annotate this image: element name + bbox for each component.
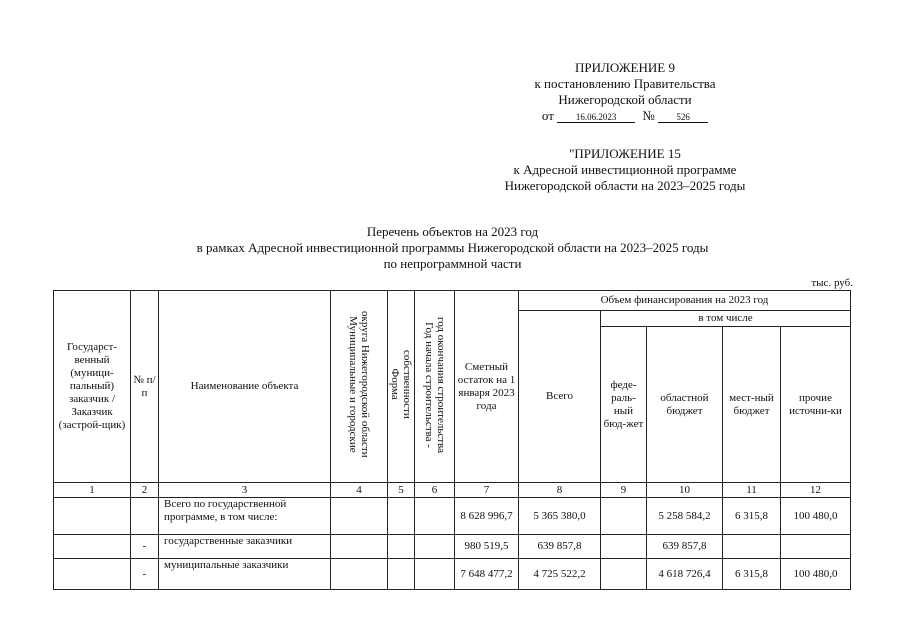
cell-local: 6 315,8 [723,498,781,535]
cell-num: - [131,535,159,559]
objects-table [53,290,851,590]
header-local: мест-ный бюджет [723,327,781,483]
table-row [54,535,851,559]
header-including: в том числе [601,311,851,327]
cell-district [331,535,388,559]
cell-local [723,535,781,559]
units-label: тыс. руб. [811,277,853,289]
appendix-line-2: Нижегородской области [558,92,692,107]
number-value: 526 [658,112,708,123]
cell-other: 100 480,0 [781,559,851,590]
cell-name: муниципальные заказчики [159,559,331,590]
cell-ownership [388,559,415,590]
appendix-quote-line-2: Нижегородской области на 2023–2025 годы [504,178,746,193]
cell-ownership [388,535,415,559]
col-number: 9 [601,483,647,498]
header-years-line-2: год окончания строительства [434,316,447,453]
header-district-line-2: округа Нижегородской области [359,311,371,458]
cell-name: Всего по государственной программе, в том числе: [159,498,331,535]
cell-federal [601,535,647,559]
header-years-line-1: Год начала строительства - [422,321,435,448]
col-number: 7 [455,483,519,498]
cell-other [781,535,851,559]
col-number: 2 [131,483,159,498]
col-number: 8 [519,483,601,498]
cell-name: государственные заказчики [159,535,331,559]
table-row [54,498,851,535]
cell-district [331,559,388,590]
appendix-line-1: к постановлению Правительства [534,76,716,91]
cell-federal [601,559,647,590]
header-funding: Объем финансирования на 2023 год [519,291,851,311]
cell-balance: 980 519,5 [455,535,519,559]
cell-regional: 5 258 584,2 [647,498,723,535]
list-title-line-2: в рамках Адресной инвестиционной программы Нижегородской области на 2023–2025 годы [196,240,709,255]
cell-years [415,559,455,590]
list-title-line-1: Перечень объектов на 2023 год [366,224,539,239]
date-value: 16.06.2023 [557,112,635,123]
header-district-line-1: Муниципальные и городские [347,316,359,453]
col-number: 4 [331,483,388,498]
cell-ownership [388,498,415,535]
cell-total: 5 365 380,0 [519,498,601,535]
header-balance: Сметный остаток на 1 января 2023 года [455,291,519,483]
col-number: 3 [159,483,331,498]
appendix-date-line [490,108,760,124]
col-number: 11 [723,483,781,498]
cell-local: 6 315,8 [723,559,781,590]
header-ownership [388,291,415,483]
cell-customer [54,559,131,590]
cell-num: - [131,559,159,590]
header-ownership-line-1: Форма [389,368,401,401]
appendix-title: ПРИЛОЖЕНИЕ 9 [575,60,675,75]
list-title-line-3: по непрограммной части [383,256,522,271]
appendix-quote-line-1: к Адресной инвестиционной программе [513,162,737,177]
appendix-header [490,60,760,124]
header-other: прочие источни-ки [781,327,851,483]
col-number: 10 [647,483,723,498]
cell-balance: 8 628 996,7 [455,498,519,535]
col-number: 1 [54,483,131,498]
header-regional: областной бюджет [647,327,723,483]
header-customer: Государст-венный (муници-пальный) заказчик / Заказчик (застрой-щик) [54,291,131,483]
header-name: Наименование объекта [159,291,331,483]
cell-regional: 4 618 726,4 [647,559,723,590]
cell-federal [601,498,647,535]
appendix-quote-title: "ПРИЛОЖЕНИЕ 15 [569,146,681,161]
date-prefix: от [541,108,554,123]
header-total: Всего [519,311,601,483]
header-federal: феде-раль-ный бюд-жет [601,327,647,483]
cell-balance: 7 648 477,2 [455,559,519,590]
cell-years [415,535,455,559]
cell-total: 639 857,8 [519,535,601,559]
col-number: 5 [388,483,415,498]
cell-years [415,498,455,535]
header-district [331,291,388,483]
cell-num [131,498,159,535]
col-number: 6 [415,483,455,498]
col-number: 12 [781,483,851,498]
table-row [54,559,851,590]
cell-customer [54,535,131,559]
cell-other: 100 480,0 [781,498,851,535]
header-ownership-line-2: собственности [401,350,413,419]
list-title [0,224,905,272]
cell-total: 4 725 522,2 [519,559,601,590]
header-years [415,291,455,483]
number-prefix: № [642,108,655,123]
cell-customer [54,498,131,535]
appendix-quote-header [460,146,790,194]
cell-regional: 639 857,8 [647,535,723,559]
header-num: № п/п [131,291,159,483]
cell-district [331,498,388,535]
